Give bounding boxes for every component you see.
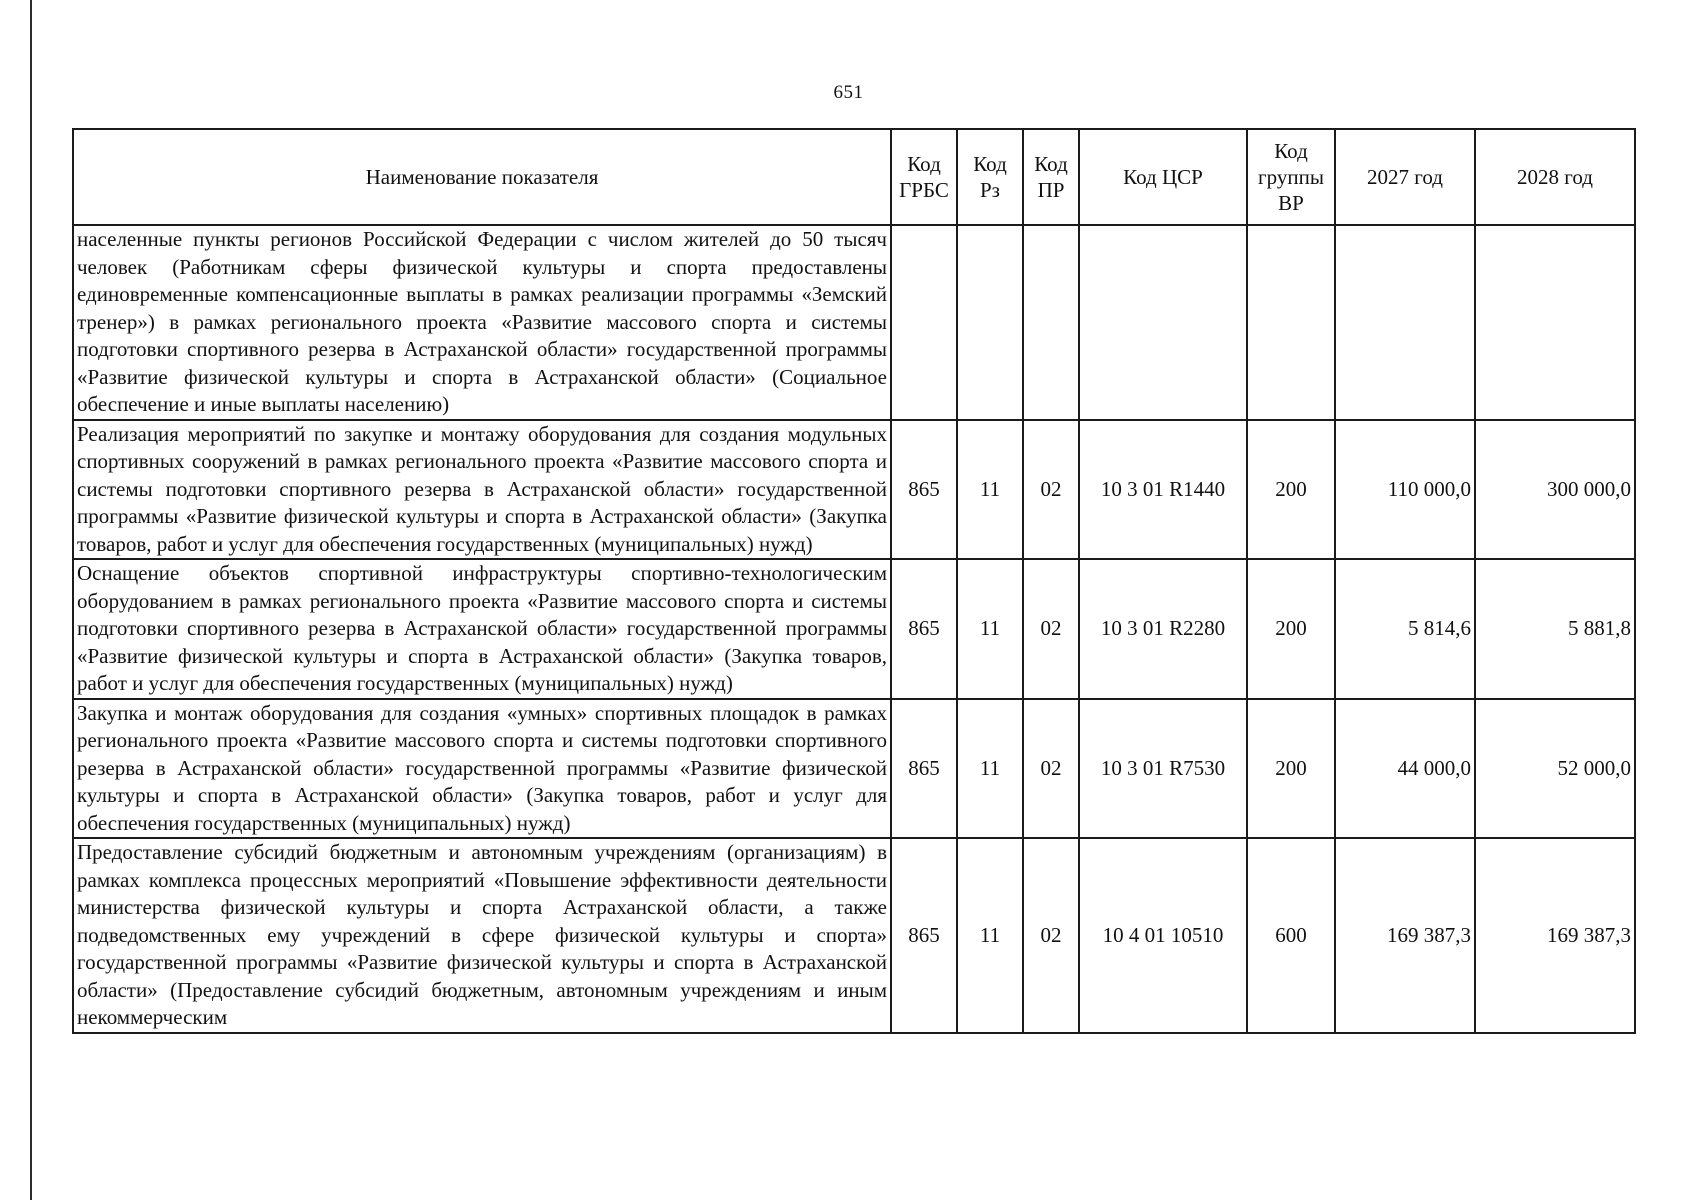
row-name: Закупка и монтаж оборудования для создания «умных» спортивных площадок в рамках регионального проекта «Развитие массового спорта и системы подготовки спортивного резерва в Астраханской области» государственной программы «Развитие физической культуры и спорта в Астраханской области» (Закупка товаров, работ и услуг для обеспечения государственных (муниципальных) нужд) bbox=[73, 699, 891, 839]
row-grbs: 865 bbox=[891, 699, 957, 839]
row-rz: 11 bbox=[957, 838, 1023, 1033]
header-grbs: Код ГРБС bbox=[891, 129, 957, 225]
row-csr: 10 3 01 R2280 bbox=[1079, 559, 1247, 699]
row-2028: 5 881,8 bbox=[1475, 559, 1635, 699]
row-2028: 300 000,0 bbox=[1475, 420, 1635, 560]
row-grbs bbox=[891, 225, 957, 420]
row-csr: 10 4 01 10510 bbox=[1079, 838, 1247, 1033]
row-vr: 200 bbox=[1247, 420, 1335, 560]
row-vr bbox=[1247, 225, 1335, 420]
page-number: 651 bbox=[833, 82, 864, 103]
table-row bbox=[73, 699, 1635, 839]
header-2027: 2027 год bbox=[1335, 129, 1475, 225]
row-vr: 600 bbox=[1247, 838, 1335, 1033]
row-vr: 200 bbox=[1247, 699, 1335, 839]
row-rz: 11 bbox=[957, 420, 1023, 560]
table-row bbox=[73, 559, 1635, 699]
scan-binding-edge bbox=[30, 0, 32, 1200]
row-2027 bbox=[1335, 225, 1475, 420]
row-rz: 11 bbox=[957, 559, 1023, 699]
row-grbs: 865 bbox=[891, 559, 957, 699]
budget-table bbox=[72, 128, 1636, 1034]
table-row bbox=[73, 225, 1635, 420]
row-2028: 52 000,0 bbox=[1475, 699, 1635, 839]
row-rz: 11 bbox=[957, 699, 1023, 839]
row-csr bbox=[1079, 225, 1247, 420]
row-pr: 02 bbox=[1023, 838, 1079, 1033]
header-2028: 2028 год bbox=[1475, 129, 1635, 225]
row-2028 bbox=[1475, 225, 1635, 420]
header-vr: Код группы ВР bbox=[1247, 129, 1335, 225]
row-name: Предоставление субсидий бюджетным и автономным учреждениям (организациям) в рамках комплекса процессных мероприятий «Повышение эффективности деятельности министерства физической культуры и спорта Астраханской области, а также подведомственных ему учреждений в сфере физической культуры и спорта» государственной программы «Развитие физической культуры и спорта в Астраханской области» (Предоставление субсидий бюджетным, автономным учреждениям и иным некоммерческим bbox=[73, 838, 891, 1033]
table-header-row bbox=[73, 129, 1635, 225]
row-2027: 169 387,3 bbox=[1335, 838, 1475, 1033]
row-pr: 02 bbox=[1023, 420, 1079, 560]
row-rz bbox=[957, 225, 1023, 420]
row-csr: 10 3 01 R1440 bbox=[1079, 420, 1247, 560]
row-csr: 10 3 01 R7530 bbox=[1079, 699, 1247, 839]
row-2027: 5 814,6 bbox=[1335, 559, 1475, 699]
row-grbs: 865 bbox=[891, 420, 957, 560]
header-pr: Код ПР bbox=[1023, 129, 1079, 225]
row-vr: 200 bbox=[1247, 559, 1335, 699]
row-pr: 02 bbox=[1023, 699, 1079, 839]
table-row bbox=[73, 838, 1635, 1033]
header-csr: Код ЦСР bbox=[1079, 129, 1247, 225]
row-grbs: 865 bbox=[891, 838, 957, 1033]
row-pr: 02 bbox=[1023, 559, 1079, 699]
row-2027: 44 000,0 bbox=[1335, 699, 1475, 839]
row-2027: 110 000,0 bbox=[1335, 420, 1475, 560]
row-name: Реализация мероприятий по закупке и монтажу оборудования для создания модульных спортивных сооружений в рамках регионального проекта «Развитие массового спорта и системы подготовки спортивного резерва в Астраханской области» государственной программы «Развитие физической культуры и спорта в Астраханской области» (Закупка товаров, работ и услуг для обеспечения государственных (муниципальных) нужд) bbox=[73, 420, 891, 560]
header-name: Наименование показателя bbox=[73, 129, 891, 225]
header-rz: Код Рз bbox=[957, 129, 1023, 225]
table-row bbox=[73, 420, 1635, 560]
row-pr bbox=[1023, 225, 1079, 420]
row-2028: 169 387,3 bbox=[1475, 838, 1635, 1033]
row-name: Оснащение объектов спортивной инфраструктуры спортивно-технологическим оборудованием в рамках регионального проекта «Развитие массового спорта и системы подготовки спортивного резерва в Астраханской области» государственной программы «Развитие физической культуры и спорта в Астраханской области» (Закупка товаров, работ и услуг для обеспечения государственных (муниципальных) нужд) bbox=[73, 559, 891, 699]
row-name: населенные пункты регионов Российской Федерации с числом жителей до 50 тысяч человек (Работникам сферы физической культуры и спорта предоставлены единовременные компенсационные выплаты в рамках реализации программы «Земский тренер») в рамках регионального проекта «Развитие массового спорта и системы подготовки спортивного резерва в Астраханской области» государственной программы «Развитие физической культуры и спорта в Астраханской области» (Социальное обеспечение и иные выплаты населению) bbox=[73, 225, 891, 420]
